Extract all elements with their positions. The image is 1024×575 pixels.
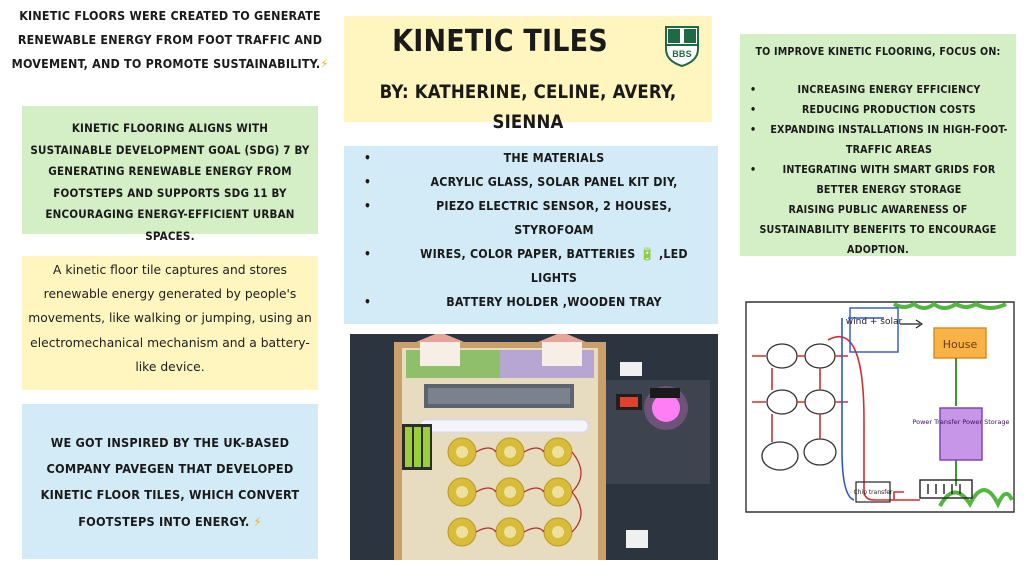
sdg-text: KINETIC FLOORING ALIGNS WITH SUSTAINABLE DEVELOPMENT GOAL (SDG) 7 BY GENERATING RENEWABLE ENERGY FROM FOOTSTEPS AND SUPPORTS SDG 11 BY ENCOURAGING ENERGY-EFFICIENT URBAN SPACES. — [30, 121, 310, 243]
inspiration-text: WE GOT INSPIRED BY THE UK-BASED COMPANY PAVEGEN THAT DEVELOPED KINETIC FLOOR TILES, WHICH CONVERT FOOTSTEPS INTO ENERGY. — [40, 435, 300, 529]
materials-list — [364, 146, 700, 314]
lightning-icon: ⚡ — [253, 513, 262, 529]
materials-panel — [344, 146, 718, 324]
improvements-list — [746, 80, 1010, 200]
explanation-text: A kinetic floor tile captures and stores renewable energy generated by people's movements, like walking or jumping, using an electromechanical mechanism and a battery-like device. — [28, 263, 312, 374]
authors-line: BY: KATHERINE, CELINE, AVERY, SIENNA — [379, 82, 677, 133]
logo-text: BBS — [672, 49, 692, 59]
model-photo — [350, 334, 718, 560]
energy-diagram — [744, 300, 1016, 516]
list-item: • INTEGRATING WITH SMART GRIDS FOR BETTER ENERGY STORAGE — [746, 160, 1010, 200]
page-title: KINETIC TILES — [392, 24, 608, 59]
explanation-panel — [22, 256, 318, 390]
house-label: House — [942, 338, 978, 351]
improvements-heading: TO IMPROVE KINETIC FLOORING, FOCUS ON: — [755, 46, 1001, 58]
title-panel — [344, 16, 712, 133]
list-item: • PIEZO ELECTRIC SENSOR, 2 HOUSES, STYROFOAM — [364, 194, 700, 242]
sdg-panel — [22, 106, 318, 243]
inspiration-panel — [22, 404, 318, 559]
improvements-panel — [740, 34, 1016, 256]
model-photo-illustration — [350, 334, 718, 560]
intro-text — [10, 4, 330, 76]
power-label: Power Transfer Power Storage — [912, 418, 1010, 426]
wind-solar-label: wind + solar — [845, 317, 903, 327]
intro-body: KINETIC FLOORS WERE CREATED TO GENERATE RENEWABLE ENERGY FROM FOOT TRAFFIC AND MOVEMENT, AND TO PROMOTE SUSTAINABILITY. — [11, 8, 323, 71]
list-item: • REDUCING PRODUCTION COSTS — [746, 100, 1010, 120]
list-item: • INCREASING ENERGY EFFICIENCY — [746, 80, 1010, 100]
improvements-tail: RAISING PUBLIC AWARENESS OF SUSTAINABILITY BENEFITS TO ENCOURAGE ADOPTION. — [759, 204, 997, 256]
chip-label: Chip transfer — [853, 489, 893, 496]
list-item: • EXPANDING INSTALLATIONS IN HIGH-FOOT-TRAFFIC AREAS — [746, 120, 1010, 160]
energy-diagram-drawing — [744, 300, 1016, 516]
lightning-icon: ⚡ — [320, 56, 329, 71]
list-item: • THE MATERIALS — [364, 146, 700, 170]
list-item: • BATTERY HOLDER ,WOODEN TRAY — [364, 290, 700, 314]
school-crest-icon — [664, 25, 700, 67]
list-item: • ACRYLIC GLASS, SOLAR PANEL KIT DIY, — [364, 170, 700, 194]
list-item: • WIRES, COLOR PAPER, BATTERIES 🔋 ,LED LIGHTS — [364, 242, 700, 290]
